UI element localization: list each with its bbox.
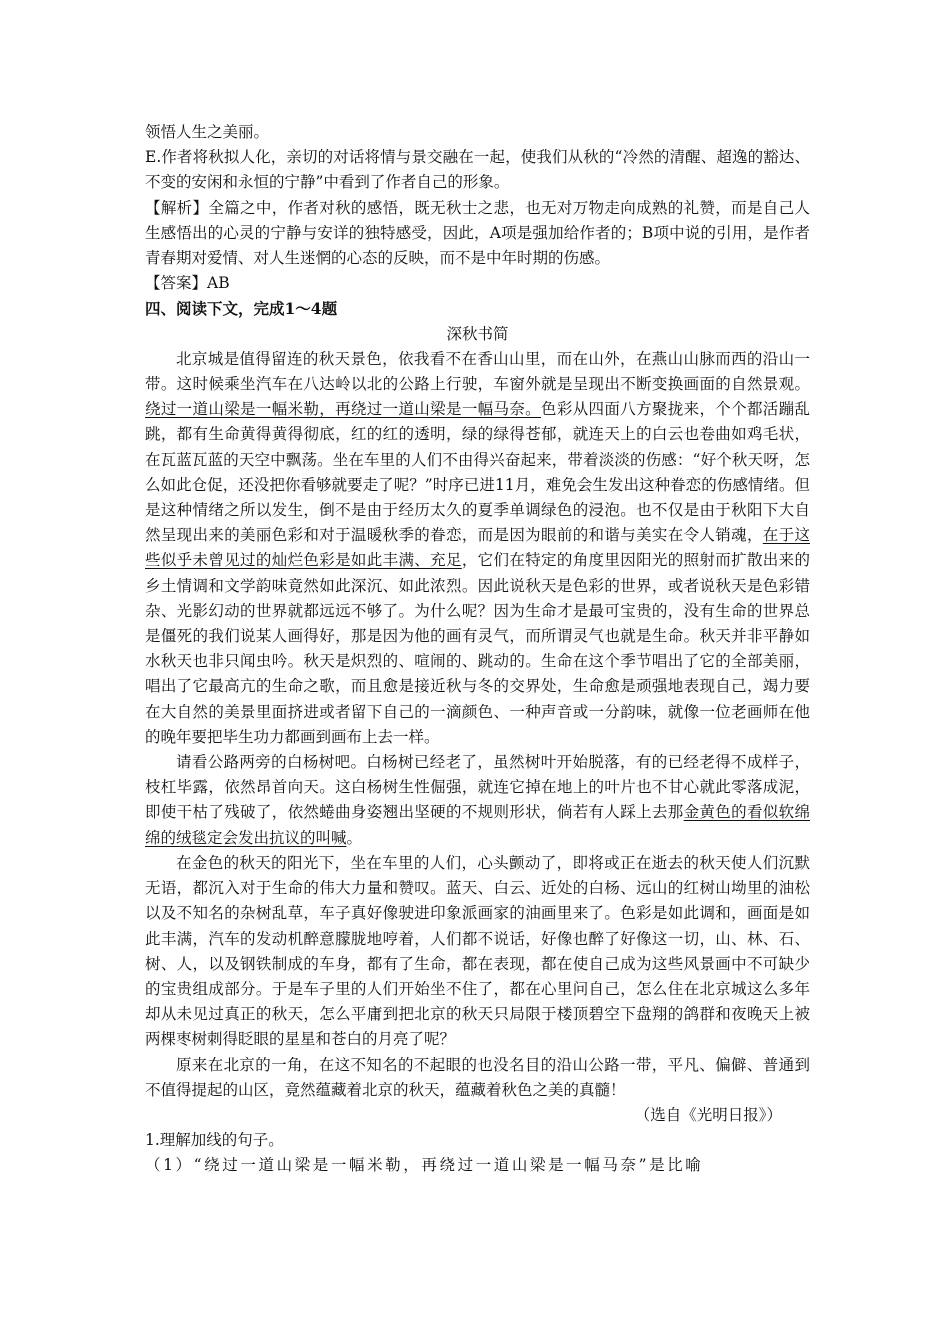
text-span: 色彩从四面八方聚拢来，个个都活蹦乱跳，都有生命黄得黄得彻底，红的红的透明，绿的绿得苍郁，就连天上的白云也卷曲如鸡毛状，在瓦蓝瓦蓝的天空中飘荡。坐在车里的人们不由得兴奋起来，带着淡淡的伤感：“好个秋天呀，怎么如此仓促，还没把你看够就要走了呢？”时序已进11月，难免会生发出这种眷恋的伤感情绪。但是这种情绪之所以发生，倒不是由于经历太久的夏季单调绿色的浸泡。也不仅是由于秋阳下大自然呈现出来的美丽色彩和对于温暖秋季的眷恋，而是因为眼前的和谐与美实在令人销魂， [145,400,810,545]
answer-line: 【答案】AB [145,274,230,293]
passage-paragraph-4: 原来在北京的一角，在这不知名的不起眼的也没名目的沿山公路一带，平凡、偏僻、普通到不值得提起的山区，竟然蕴藏着北京的秋天，蕴藏着秋色之美的真髓！ [145,1055,810,1099]
intro-line: 领悟人生之美丽。 [145,123,270,141]
section-heading: 四、阅读下文，完成1～4题 [145,299,338,319]
text-span: ，它们在特定的角度里因阳光的照射而扩散出来的乡土情调和文学韵味竟然如此深沉、如此浓烈。因此说秋天是色彩的世界，或者说秋天是色彩错杂、光影幻动的世界就都远远不够了。为什么呢？因为生命才是最可宝贵的，没有生命的世界总是僵死的我们说某人画得好，那是因为他的画有灵气，而所谓灵气也就是生命。秋天并非平静如水秋天也非只闻虫吟。秋天是炽烈的、喧闹的、跳动的。生命在这个季节唱出了它的全部美丽，唱出了它最高亢的生命之歌，而且愈是接近秋与冬的交界处，生命愈是顽强地表现自己，竭力要在大自然的美景里面挤进或者留下自己的一滴颜色、一种声音或一分韵味，就像一位老画师在他的晚年要把毕生功力都画到画布上去一样。 [145,551,810,746]
text-span: 。 [346,828,363,847]
passage-title: 深秋书简 [446,324,509,343]
text-span: 北京城是值得留连的秋天景色，依我看不在香山山里，而在山外，在燕山山脉而西的沿山一带。这时候乘坐汽车在八达岭以北的公路上行驶，车窗外就是呈现出不断变换画面的自然景观。 [145,349,810,394]
analysis-paragraph: 【解析】全篇之中，作者对秋的感悟，既无秋士之悲，也无对万物走向成熟的礼赞，而是自己人生感悟出的心灵的宁静与安详的独特感受，因此，A项是强加给作者的；B项中说的引用，是作者青春期对爱情、对人生迷惘的心态的反映，而不是中年时期的伤感。 [145,198,810,268]
source-citation: （选自《光明日报》） [634,1105,782,1124]
text-span: 请看公路两旁的白杨树吧。白杨树已经老了，虽然树叶开始脱落，有的已经老得不成样子，枝杠毕露，依然昂首向天。这白杨树生性倔强，就连它掉在地上的叶片也不甘心就此零落成泥，即使干枯了残破了，依然蜷曲身姿翘出坚硬的不规则形状，倘若有人踩上去那 [145,753,810,822]
document-page [145,120,810,1179]
passage-paragraph-2 [145,750,810,851]
underlined-sentence-3: 金黄色的看似软绵绵的绒毯定会发出抗议的叫喊 [145,803,810,847]
question-1-part-1: （1）“绕过一道山梁是一幅米勒，再绕过一道山梁是一幅马奈”是比喻 [145,1156,704,1175]
underlined-sentence-1: 绕过一道山梁是一幅米勒，再绕过一道山梁是一幅马奈。 [145,400,542,419]
passage-paragraph-1 [145,347,810,750]
underlined-sentence-2: 在于这些似乎未曾见过的灿烂色彩是如此丰满、充足 [145,526,810,570]
passage-paragraph-3: 在金色的秋天的阳光下，坐在车里的人们，心头颤动了，即将或正在逝去的秋天使人们沉默无语，都沉入对于生命的伟大力量和赞叹。蓝天、白云、近处的白杨、远山的红树山坳里的油松以及不知名的杂树乱草，车子真好像驶进印象派画家的油画里来了。色彩是如此调和，画面是如此丰满，汽车的发动机醉意朦胧地哼着，人们都不说话，好像也醉了好像这一切，山、林、石、树、人，以及钢铁制成的车身，都有了生命，都在表现，都在使自己成为这些风景画中不可缺少的宝贵组成部分。于是车子里的人们开始坐不住了，都在心里问自己，怎么住在北京城这么多年却从未见过真正的秋天，怎么平庸到把北京的秋天只局限于楼顶碧空下盘翔的鸽群和夜晚天上被两棵枣树刺得眨眼的星星和苍白的月亮了呢？ [145,853,810,1049]
question-1: 1.理解加线的句子。 [145,1131,284,1150]
option-e: E.作者将秋拟人化，亲切的对话将情与景交融在一起，使我们从秋的“冷然的清醒、超逸的豁达、不变的安闲和永恒的宁静”中看到了作者自己的形象。 [145,148,810,192]
